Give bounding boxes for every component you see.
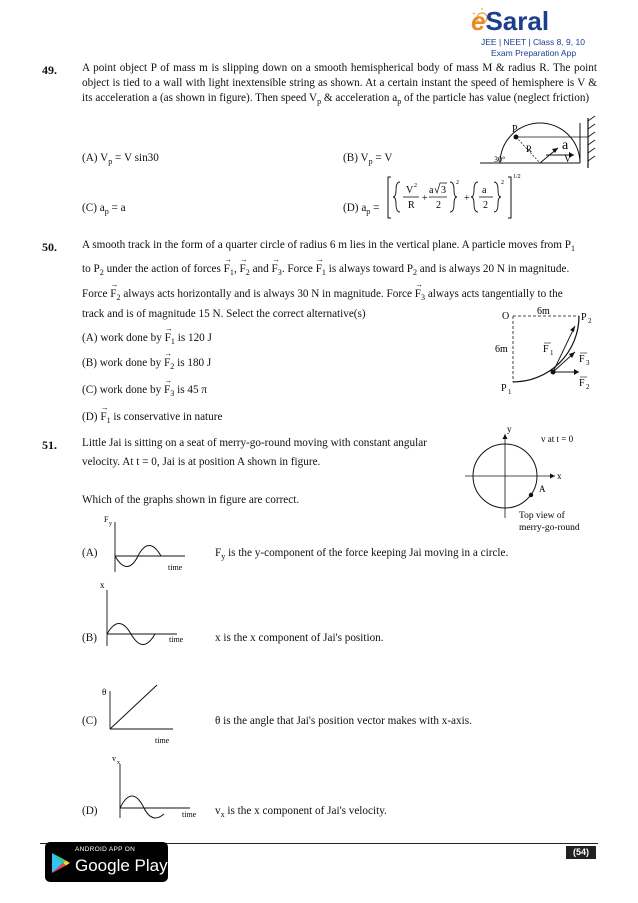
svg-text:F: F: [579, 378, 585, 389]
svg-text:x: x: [100, 580, 105, 590]
badge-top-text: ANDROID APP ON: [75, 846, 136, 853]
q51-line-2: velocity. At t = 0, Jai is at position A shown in figure.: [82, 456, 321, 468]
svg-text:2: 2: [456, 180, 459, 186]
q50-line-1: A smooth track in the form of a quarter circle of radius 6 m lies in the vertical plane. A particle moves from $P_1$: [82, 239, 576, 254]
q50-line-3: Force → $F_2$ always acts horizontally and is always 30 N in magnitude. Force → $F_3$ always acts tangentially to the: [82, 287, 597, 304]
svg-text:3: 3: [441, 185, 446, 196]
svg-text:a: a: [562, 138, 569, 153]
svg-text:2: 2: [414, 183, 417, 189]
q49-option-d: (D) $a_p$ =: [343, 202, 380, 217]
q49-option-b: (B) $V_p = V$: [343, 152, 393, 167]
svg-text:v at t = 0: v at t = 0: [541, 434, 574, 444]
svg-text:R: R: [526, 144, 533, 154]
q51-figure: [455, 426, 605, 538]
question-number-50: 50.: [42, 240, 57, 254]
svg-text:time: time: [182, 810, 197, 819]
q50-line-4: track and is of magnitude 15 N. Select the correct alternative(s): [82, 308, 366, 320]
q50-option-c: (C) work done by → $F_3$ is 45 π: [82, 383, 207, 400]
svg-text:2: 2: [588, 317, 592, 325]
q50-option-d: $(D) \to F_1$ is conservative in nature: [82, 410, 222, 427]
q51-graph-c: [95, 683, 195, 749]
logo-name: Saral: [485, 6, 550, 36]
svg-text:P: P: [581, 312, 587, 323]
q50-figure: [495, 306, 605, 398]
q49-option-c: (C) $a_p = a$: [82, 202, 126, 217]
q51-graph-d: [95, 752, 210, 822]
svg-text:Top view of: Top view of: [519, 511, 565, 521]
question-49-text: A point object P of mass m is slipping down on a smooth hemispherical body of mass M & radius R. The point object is tied to a wall with light inextensible string as shown. At a certain instant the speed of hemisphere is V & its acceleration a (as shown in figure). Then speed $V_p$ & acceleration $a_p$ of the particle has value (neglect friction): [82, 62, 597, 107]
svg-text:V: V: [564, 154, 572, 165]
q50-line-2: to $P_2$ under the action of forces → $F_1$, → $F_2$ and → $F_3$. Force → $F_1$ is always toward $P_2$ and is always 20 N in magnitude.: [82, 262, 597, 279]
svg-text:F: F: [543, 344, 549, 355]
svg-text:30°: 30°: [494, 155, 506, 164]
svg-text:time: time: [169, 635, 184, 644]
q51-graph-b: [95, 580, 205, 650]
svg-text:V: V: [406, 185, 414, 196]
q51-option-d-desc: $v_x$ is the x component of Jai's velocity.: [215, 805, 387, 820]
svg-text:a: a: [482, 185, 487, 196]
svg-text:v: v: [112, 754, 116, 763]
q50-option-b: (B) work done by → $F_2$ is 180 J: [82, 356, 211, 373]
svg-text:x: x: [557, 471, 562, 481]
badge-main-text: Google Play: [75, 856, 168, 875]
q51-option-a-label: (A): [82, 547, 98, 559]
brand-logo: [465, 4, 633, 62]
q51-option-d-label: (D): [82, 805, 98, 817]
question-number-51: 51.: [42, 438, 57, 452]
svg-text:R: R: [408, 200, 415, 211]
svg-text:P: P: [512, 124, 518, 135]
q49-formula: [388, 172, 521, 222]
q51-option-c-desc: θ is the angle that Jai's position vector makes with x-axis.: [215, 715, 472, 727]
google-play-badge[interactable]: [45, 842, 168, 882]
page-number: (54): [566, 846, 596, 859]
svg-text:time: time: [155, 736, 170, 745]
svg-text:F: F: [104, 515, 109, 524]
logo-tagline-1: JEE | NEET | Class 8, 9, 10: [481, 37, 585, 47]
q51-line-1: Little Jai is sitting on a seat of merry-go-round moving with constant angular: [82, 437, 427, 449]
svg-text:time: time: [168, 563, 183, 572]
svg-text:θ: θ: [102, 687, 107, 697]
svg-text:F: F: [579, 354, 585, 365]
logo-e: e: [471, 6, 486, 36]
svg-text:P: P: [501, 383, 507, 394]
q51-option-b-desc: x is the x component of Jai's position.: [215, 632, 384, 644]
q49-figure: [480, 118, 602, 168]
svg-text:6m: 6m: [495, 344, 508, 355]
svg-text:2: 2: [501, 180, 504, 186]
svg-text:merry-go-round: merry-go-round: [519, 523, 580, 533]
svg-text:1/2: 1/2: [513, 174, 521, 180]
svg-text:1: 1: [550, 349, 554, 357]
q51-line-3: Which of the graphs shown in figure are correct.: [82, 494, 300, 506]
svg-text:2: 2: [483, 200, 488, 211]
svg-text:O: O: [502, 311, 510, 322]
svg-text:a: a: [429, 185, 434, 196]
q51-option-b-label: (B): [82, 632, 97, 644]
q49-option-a: (A) $V_p = V$ sin30: [82, 152, 159, 167]
q51-option-c-label: (C): [82, 715, 97, 727]
svg-text:+: +: [422, 193, 428, 204]
play-store-icon: [51, 852, 71, 874]
q50-option-a: (A) work done by → $F_1$ is 120 J: [82, 331, 212, 348]
svg-text:6m: 6m: [537, 306, 550, 317]
svg-text:x: x: [117, 760, 120, 766]
q51-option-a-desc: $F_y$ is the y-component of the force keeping Jai moving in a circle.: [215, 547, 509, 562]
svg-text:2: 2: [436, 200, 441, 211]
q51-graph-a: [95, 514, 205, 578]
logo-tagline-2: Exam Preparation App: [491, 48, 577, 58]
question-number-49: 49.: [42, 63, 57, 77]
svg-text:A: A: [539, 484, 546, 494]
svg-text:y: y: [109, 521, 112, 527]
svg-text:y: y: [507, 424, 512, 434]
svg-text:1: 1: [508, 388, 512, 396]
svg-text:2: 2: [586, 383, 590, 391]
svg-text:+: +: [464, 193, 470, 204]
svg-text:3: 3: [586, 359, 590, 367]
